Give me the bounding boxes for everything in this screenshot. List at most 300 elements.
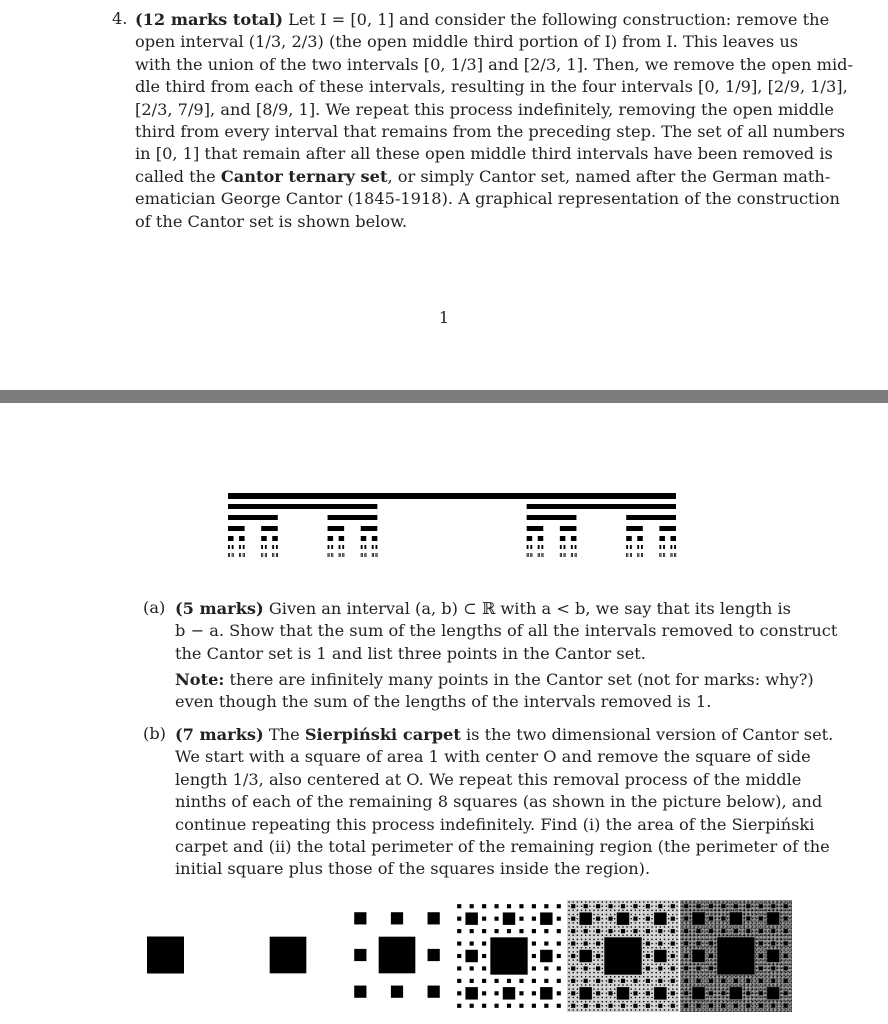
carpet-hole: [707, 953, 708, 954]
carpet-hole: [668, 972, 669, 973]
carpet-hole: [759, 939, 760, 940]
carpet-hole: [682, 971, 683, 972]
carpet-hole: [692, 918, 693, 919]
carpet-hole: [790, 912, 791, 913]
carpet-hole: [577, 926, 578, 927]
carpet-hole: [741, 927, 742, 928]
carpet-hole: [755, 909, 756, 910]
carpet-hole: [721, 914, 722, 915]
carpet-hole: [769, 912, 770, 913]
cantor-interval: [364, 545, 366, 549]
carpet-hole: [739, 929, 740, 930]
carpet-hole: [744, 900, 745, 901]
carpet-hole: [689, 994, 690, 995]
carpet-hole: [785, 972, 786, 973]
carpet-hole: [614, 914, 615, 915]
carpet-hole: [668, 918, 669, 919]
carpet-hole: [765, 942, 766, 943]
carpet-hole: [682, 945, 683, 946]
carpet-hole: [787, 902, 788, 903]
carpet-hole: [680, 965, 681, 966]
carpet-hole: [761, 909, 762, 910]
carpet-hole: [752, 980, 753, 981]
carpet-hole: [643, 926, 644, 927]
carpet-hole: [773, 909, 774, 910]
carpet-hole: [684, 954, 688, 958]
carpet-hole: [694, 938, 695, 939]
carpet-hole: [783, 953, 784, 954]
carpet-hole: [744, 903, 745, 904]
carpet-hole: [780, 912, 781, 913]
carpet-hole: [790, 942, 791, 943]
carpet-hole: [701, 912, 702, 913]
carpet-hole: [690, 978, 691, 979]
carpet-hole: [686, 910, 687, 911]
carpet-hole: [709, 909, 710, 910]
carpet-hole: [457, 917, 461, 921]
intro-line-6: third from every interval that remains from the preceding step. The set of all numbers: [135, 122, 845, 142]
carpet-hole: [715, 1004, 716, 1005]
carpet-hole: [705, 912, 706, 913]
carpet-hole: [689, 946, 690, 947]
carpet-hole: [694, 928, 695, 929]
carpet-hole: [718, 914, 719, 915]
carpet-hole: [686, 1008, 687, 1009]
carpet-hole: [701, 941, 702, 942]
carpet-hole: [714, 914, 715, 915]
carpet-hole: [789, 926, 790, 927]
carpet-hole: [704, 905, 705, 906]
cantor-interval: [375, 553, 376, 557]
carpet-hole: [687, 927, 688, 928]
cantor-interval: [670, 545, 672, 549]
carpet-hole: [786, 934, 787, 935]
carpet-hole: [750, 978, 751, 979]
carpet-hole: [781, 951, 782, 952]
carpet-hole: [708, 974, 709, 975]
carpet-hole: [606, 930, 607, 931]
carpet-hole: [700, 934, 701, 935]
carpet-hole: [697, 978, 698, 979]
carpet-hole: [766, 975, 767, 976]
carpet-hole: [654, 987, 666, 999]
carpet-hole: [714, 989, 715, 990]
carpet-hole: [759, 936, 760, 937]
carpet-stage-1: [270, 937, 307, 974]
carpet-hole: [682, 967, 683, 968]
carpet-hole: [727, 921, 728, 922]
carpet-hole: [708, 906, 709, 907]
carpet-hole: [676, 1009, 677, 1010]
carpet-hole: [712, 1001, 713, 1002]
carpet-hole: [692, 953, 693, 954]
carpet-hole: [631, 1001, 632, 1002]
carpet-hole: [779, 942, 780, 943]
carpet-hole: [709, 974, 710, 975]
carpet-hole: [608, 979, 612, 983]
carpet-hole: [701, 903, 702, 904]
carpet-hole: [787, 928, 788, 929]
carpet-hole: [608, 929, 612, 933]
carpet-hole: [482, 941, 486, 945]
carpet-hole: [726, 913, 727, 914]
carpet-hole: [696, 931, 697, 932]
carpet-hole: [705, 939, 706, 940]
carpet-hole: [741, 1007, 742, 1008]
carpet-hole: [707, 975, 708, 976]
carpet-hole: [791, 902, 792, 903]
carpet-hole: [779, 970, 780, 971]
carpet-hole: [783, 907, 784, 908]
carpet-hole: [671, 941, 675, 945]
carpet-hole: [725, 1010, 726, 1011]
carpet-hole: [770, 967, 771, 968]
carpet-hole: [710, 914, 711, 915]
carpet-hole: [740, 912, 741, 913]
carpet-hole: [681, 972, 682, 973]
carpet-hole: [779, 968, 780, 969]
carpet-hole: [683, 1000, 684, 1001]
carpet-hole: [758, 959, 759, 960]
carpet-hole: [682, 954, 683, 955]
carpet-hole: [756, 955, 757, 956]
carpet-hole: [733, 929, 734, 930]
carpet-hole: [689, 978, 690, 979]
carpet-hole: [750, 928, 751, 929]
carpet-hole: [768, 968, 769, 969]
carpet-hole: [683, 963, 684, 964]
carpet-hole: [597, 976, 598, 977]
carpet-hole: [789, 906, 790, 907]
carpet-hole: [739, 976, 740, 977]
carpet-hole: [680, 950, 681, 951]
carpet-hole: [755, 964, 756, 965]
carpet-hole: [745, 903, 746, 904]
carpet-hole: [606, 906, 607, 907]
carpet-hole: [681, 955, 682, 956]
carpet-hole: [779, 936, 780, 937]
carpet-hole: [783, 921, 784, 922]
carpet-hole: [747, 921, 748, 922]
carpet-hole: [737, 983, 738, 984]
carpet-hole: [721, 913, 722, 914]
carpet-hole: [658, 941, 662, 945]
carpet-hole: [777, 903, 778, 904]
carpet-hole: [704, 963, 705, 964]
carpet-hole: [683, 942, 684, 943]
carpet-hole: [755, 941, 756, 942]
carpet-hole: [721, 993, 722, 994]
carpet-hole: [737, 900, 738, 901]
carpet-hole: [744, 1011, 745, 1012]
carpet-hole: [470, 904, 474, 908]
cantor-interval: [265, 545, 267, 549]
carpet-hole: [686, 996, 687, 997]
carpet-hole: [767, 987, 779, 999]
carpet-hole: [716, 986, 717, 987]
carpet-hole: [744, 916, 745, 917]
carpet-hole: [772, 927, 773, 928]
carpet-hole: [729, 1000, 730, 1001]
carpet-hole: [773, 941, 774, 942]
carpet-hole: [751, 999, 752, 1000]
carpet-hole: [668, 980, 669, 981]
carpet-hole: [686, 941, 687, 942]
carpet-hole: [791, 956, 792, 957]
carpet-hole: [704, 902, 705, 903]
carpet-hole: [725, 989, 726, 990]
carpet-hole: [734, 909, 735, 910]
carpet-hole: [692, 906, 693, 907]
carpet-hole: [745, 934, 746, 935]
carpet-hole: [752, 917, 753, 918]
carpet-hole: [714, 913, 715, 914]
carpet-hole: [787, 963, 788, 964]
carpet-hole: [744, 986, 745, 987]
carpet-hole: [768, 965, 769, 966]
carpet-hole: [744, 1003, 745, 1004]
carpet-hole: [714, 974, 715, 975]
carpet-hole: [787, 900, 788, 901]
carpet-hole: [700, 977, 701, 978]
carpet-hole: [577, 935, 578, 936]
carpet-hole: [680, 936, 681, 937]
carpet-hole: [721, 996, 722, 997]
carpet-hole: [755, 913, 756, 914]
carpet-hole: [701, 963, 702, 964]
carpet-hole: [741, 931, 742, 932]
carpet-hole: [690, 906, 691, 907]
carpet-hole: [761, 975, 762, 976]
carpet-hole: [743, 983, 744, 984]
carpet-hole: [711, 1000, 712, 1001]
carpet-hole: [682, 983, 683, 984]
carpet-hole: [651, 922, 652, 923]
carpet-hole: [694, 972, 695, 973]
carpet-hole: [780, 917, 781, 918]
carpet-hole: [696, 1006, 697, 1007]
carpet-hole: [646, 929, 650, 933]
carpet-hole: [788, 916, 789, 917]
carpet-hole: [626, 926, 627, 927]
carpet-hole: [676, 910, 677, 911]
carpet-hole: [635, 914, 636, 915]
carpet-hole: [705, 921, 706, 922]
carpet-hole: [589, 1001, 590, 1002]
carpet-hole: [692, 939, 693, 940]
carpet-hole: [702, 930, 703, 931]
carpet-hole: [744, 984, 745, 985]
carpet-hole: [783, 957, 784, 958]
carpet-hole: [718, 903, 719, 904]
carpet-hole: [687, 914, 688, 915]
carpet-hole: [725, 1011, 726, 1012]
carpet-hole: [693, 946, 694, 947]
carpet-hole: [770, 942, 771, 943]
carpet-hole: [768, 927, 769, 928]
carpet-hole: [708, 924, 709, 925]
carpet-hole: [721, 909, 722, 910]
carpet-hole: [705, 917, 706, 918]
carpet-hole: [784, 902, 785, 903]
carpet-hole: [757, 945, 758, 946]
carpet-hole: [763, 960, 764, 961]
carpet-hole: [680, 960, 681, 961]
carpet-hole: [715, 924, 716, 925]
carpet-hole: [697, 1004, 701, 1008]
carpet-hole: [719, 907, 720, 908]
cantor-interval: [340, 553, 341, 557]
carpet-hole: [754, 977, 755, 978]
carpet-hole: [705, 942, 706, 943]
carpet-hole: [705, 924, 706, 925]
carpet-hole: [693, 935, 694, 936]
carpet-hole: [757, 938, 758, 939]
carpet-hole: [689, 1000, 690, 1001]
carpet-hole: [777, 906, 778, 907]
carpet-hole: [776, 972, 777, 973]
carpet-hole: [708, 986, 709, 987]
carpet-hole: [780, 939, 781, 940]
carpet-hole: [680, 975, 681, 976]
carpet-hole: [726, 1006, 727, 1007]
carpet-hole: [568, 968, 569, 969]
carpet-hole: [715, 934, 716, 935]
carpet-hole: [740, 909, 741, 910]
carpet-hole: [788, 961, 789, 962]
carpet-hole: [698, 926, 699, 927]
carpet-hole: [711, 949, 712, 950]
cantor-interval: [659, 545, 661, 549]
carpet-hole: [762, 923, 763, 924]
carpet-hole: [743, 914, 744, 915]
carpet-hole: [718, 982, 719, 983]
carpet-hole: [692, 959, 693, 960]
carpet-hole: [686, 984, 687, 985]
carpet-hole: [655, 930, 656, 931]
carpet-hole: [759, 903, 760, 904]
carpet-hole: [714, 900, 715, 901]
cantor-interval: [626, 526, 643, 531]
carpet-hole: [721, 903, 722, 904]
carpet-hole: [692, 1008, 693, 1009]
carpet-hole: [698, 983, 699, 984]
carpet-hole: [726, 927, 727, 928]
carpet-hole: [711, 963, 712, 964]
carpet-hole: [680, 1001, 681, 1002]
carpet-hole: [692, 936, 693, 937]
carpet-hole: [733, 935, 734, 936]
carpet-hole: [685, 949, 686, 950]
carpet-hole: [696, 977, 697, 978]
carpet-hole: [773, 925, 774, 926]
carpet-hole: [716, 941, 717, 942]
carpet-hole: [707, 990, 708, 991]
carpet-hole: [715, 1011, 716, 1012]
carpet-hole: [744, 1007, 745, 1008]
carpet-hole: [772, 946, 773, 947]
carpet-hole: [689, 921, 690, 922]
carpet-hole: [763, 935, 764, 936]
carpet-hole: [639, 976, 640, 977]
carpet-hole: [710, 901, 711, 902]
carpet-hole: [687, 972, 688, 973]
carpet-hole: [596, 904, 600, 908]
carpet-hole: [777, 963, 778, 964]
carpet-hole: [680, 900, 681, 901]
carpet-hole: [716, 953, 717, 954]
carpet-hole: [507, 929, 511, 933]
carpet-hole: [692, 1006, 693, 1007]
carpet-hole: [696, 900, 697, 901]
carpet-hole: [768, 964, 769, 965]
carpet-hole: [689, 923, 690, 924]
carpet-hole: [718, 907, 719, 908]
carpet-hole: [577, 1009, 578, 1010]
carpet-hole: [755, 934, 756, 935]
carpet-hole: [740, 928, 741, 929]
carpet-hole: [751, 989, 752, 990]
carpet-hole: [769, 900, 770, 901]
carpet-hole: [787, 913, 788, 914]
carpet-hole: [690, 972, 691, 973]
carpet-hole: [704, 1000, 705, 1001]
carpet-hole: [744, 929, 745, 930]
carpet-hole: [733, 1008, 734, 1009]
carpet-hole: [631, 1009, 632, 1010]
carpet-hole: [721, 1003, 722, 1004]
carpet-hole: [672, 1009, 673, 1010]
carpet-hole: [705, 1006, 706, 1007]
carpet-hole: [766, 967, 767, 968]
carpet-hole: [647, 964, 648, 965]
carpet-hole: [766, 968, 767, 969]
carpet-hole: [763, 957, 764, 958]
cantor-interval: [659, 536, 665, 541]
carpet-hole: [706, 930, 707, 931]
carpet-hole: [779, 907, 780, 908]
carpet-hole: [770, 970, 771, 971]
carpet-hole: [707, 1008, 708, 1009]
carpet-hole: [774, 941, 775, 942]
carpet-hole: [727, 975, 728, 976]
carpet-hole: [686, 950, 687, 951]
cantor-interval: [527, 553, 528, 557]
carpet-hole: [721, 981, 722, 982]
carpet-hole: [722, 999, 723, 1000]
carpet-hole: [729, 923, 730, 924]
carpet-hole: [597, 984, 598, 985]
carpet-hole: [767, 912, 779, 924]
carpet-hole: [751, 1010, 752, 1011]
carpet-hole: [781, 912, 782, 913]
carpet-hole: [689, 942, 690, 943]
carpet-hole: [700, 974, 701, 975]
carpet-hole: [756, 910, 757, 911]
carpet-hole: [705, 1001, 706, 1002]
carpet-hole: [573, 984, 574, 985]
note-label: Note:: [175, 670, 225, 689]
carpet-hole: [763, 950, 764, 951]
carpet-hole: [602, 984, 603, 985]
cantor-set-figure: [0, 403, 888, 578]
carpet-hole: [791, 929, 792, 930]
carpet-hole: [766, 905, 767, 906]
carpet-hole: [701, 986, 702, 987]
carpet-hole: [746, 929, 750, 933]
carpet-hole: [791, 959, 792, 960]
carpet-hole: [690, 961, 691, 962]
